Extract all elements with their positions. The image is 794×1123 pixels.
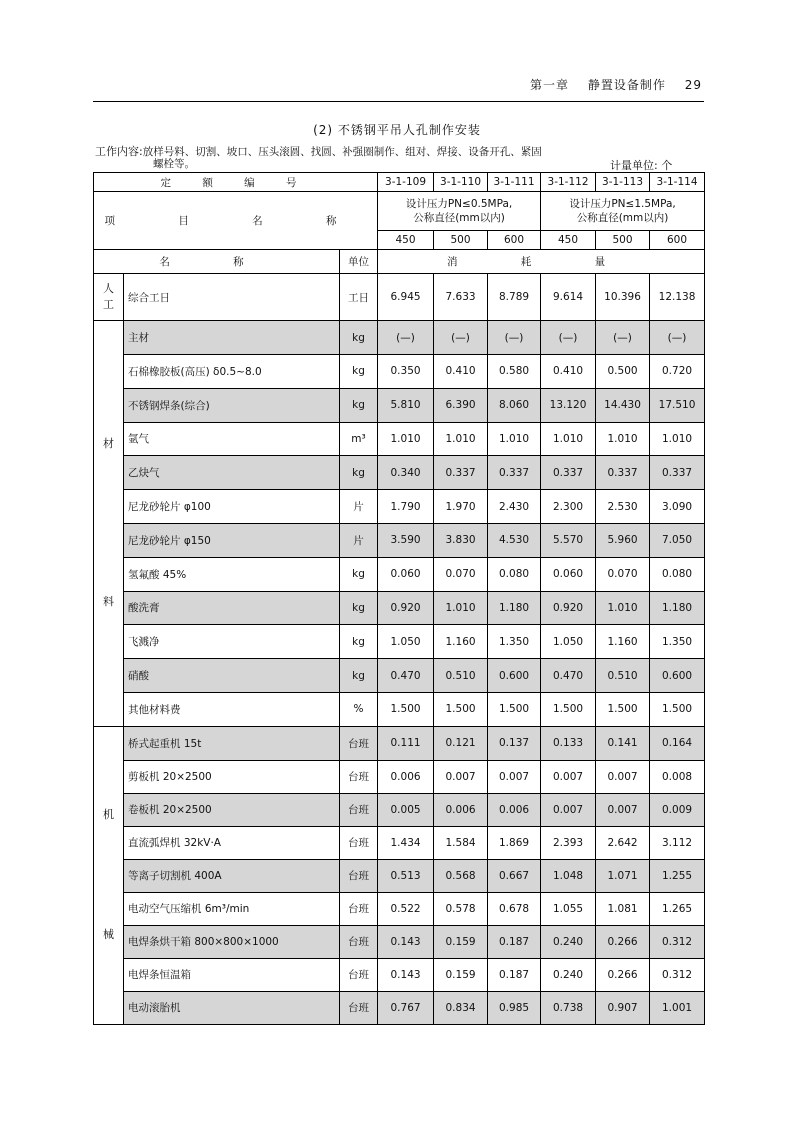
- value-cell: 5.810: [378, 388, 434, 422]
- value-cell: 0.008: [650, 760, 705, 793]
- value-cell: 0.340: [378, 456, 434, 490]
- value-cell: 0.600: [650, 659, 705, 693]
- item-unit: 片: [340, 490, 378, 524]
- value-cell: 8.060: [488, 388, 541, 422]
- value-cell: 2.530: [596, 490, 650, 524]
- material-row: [94, 456, 705, 490]
- value-cell: 0.007: [541, 760, 596, 793]
- value-cell: 0.337: [596, 456, 650, 490]
- value-cell: 0.006: [378, 760, 434, 793]
- item-name: 卷板机 20×2500: [124, 793, 340, 826]
- value-cell: 1.160: [434, 625, 488, 659]
- value-cell: 0.907: [596, 991, 650, 1024]
- pressure-group-1: 设计压力PN≤0.5MPa, 公称直径(mm以内): [378, 192, 541, 231]
- value-cell: 0.337: [488, 456, 541, 490]
- value-cell: 0.133: [541, 726, 596, 760]
- quota-number-label: 定 额 编 号: [94, 173, 378, 192]
- item-unit: 片: [340, 523, 378, 557]
- code-cell: 3-1-109: [378, 173, 434, 192]
- value-cell: 0.720: [650, 355, 705, 389]
- value-cell: 0.337: [650, 456, 705, 490]
- value-cell: 1.160: [596, 625, 650, 659]
- value-cell: 0.007: [596, 760, 650, 793]
- value-cell: 1.350: [650, 625, 705, 659]
- value-cell: 0.266: [596, 958, 650, 991]
- value-cell: 2.300: [541, 490, 596, 524]
- material-row: [94, 557, 705, 591]
- diameter-cell: 450: [541, 231, 596, 250]
- code-cell: 3-1-112: [541, 173, 596, 192]
- diameter-cell: 600: [650, 231, 705, 250]
- materials-side-label: 材 料: [94, 321, 124, 727]
- code-cell: 3-1-110: [434, 173, 488, 192]
- value-cell: 3.090: [650, 490, 705, 524]
- item-unit: kg: [340, 625, 378, 659]
- value-cell: 0.678: [488, 892, 541, 925]
- machine-row: [94, 925, 705, 958]
- material-row: [94, 321, 705, 355]
- value-cell: 7.050: [650, 523, 705, 557]
- value-cell: 0.738: [541, 991, 596, 1024]
- value-cell: 1.970: [434, 490, 488, 524]
- value-cell: 3.590: [378, 523, 434, 557]
- measure-unit: 计量单位: 个: [610, 159, 673, 172]
- material-row: [94, 355, 705, 389]
- machine-row: [94, 892, 705, 925]
- value-cell: 1.010: [541, 422, 596, 456]
- value-cell: 0.513: [378, 859, 434, 892]
- value-cell: 1.790: [378, 490, 434, 524]
- material-row: [94, 625, 705, 659]
- value-cell: 0.568: [434, 859, 488, 892]
- item-name: 酸洗膏: [124, 591, 340, 625]
- machines-side-label: 机 械: [94, 726, 124, 1024]
- item-unit: kg: [340, 388, 378, 422]
- value-cell: 1.434: [378, 826, 434, 859]
- value-cell: 0.522: [378, 892, 434, 925]
- value-cell: 1.255: [650, 859, 705, 892]
- diameter-cell: 500: [434, 231, 488, 250]
- value-cell: 0.470: [541, 659, 596, 693]
- value-cell: 0.137: [488, 726, 541, 760]
- material-row: [94, 490, 705, 524]
- value-cell: 0.080: [488, 557, 541, 591]
- consumption-label: 消 耗 量: [378, 250, 705, 274]
- value-cell: 3.830: [434, 523, 488, 557]
- value-cell: (—): [378, 321, 434, 355]
- item-unit: 台班: [340, 826, 378, 859]
- value-cell: 0.121: [434, 726, 488, 760]
- value-cell: 0.141: [596, 726, 650, 760]
- value-cell: 0.266: [596, 925, 650, 958]
- page-header: [516, 76, 702, 93]
- value-cell: 0.410: [434, 355, 488, 389]
- labor-unit: 工日: [340, 274, 378, 321]
- value-cell: 0.009: [650, 793, 705, 826]
- value-cell: 13.120: [541, 388, 596, 422]
- value-cell: 1.500: [488, 692, 541, 726]
- value-cell: 1.500: [596, 692, 650, 726]
- value-cell: 0.410: [541, 355, 596, 389]
- material-row: [94, 422, 705, 456]
- value-cell: 2.393: [541, 826, 596, 859]
- material-row: [94, 523, 705, 557]
- item-unit: kg: [340, 557, 378, 591]
- value-cell: 0.187: [488, 958, 541, 991]
- value-cell: 1.050: [378, 625, 434, 659]
- value-cell: 0.143: [378, 925, 434, 958]
- value-cell: 1.055: [541, 892, 596, 925]
- value-cell: 12.138: [650, 274, 705, 321]
- value-cell: 0.767: [378, 991, 434, 1024]
- value-cell: 0.337: [541, 456, 596, 490]
- page-title: (2) 不锈钢平吊人孔制作安装: [313, 123, 481, 137]
- value-cell: 6.945: [378, 274, 434, 321]
- machine-row: [94, 826, 705, 859]
- value-cell: 0.070: [596, 557, 650, 591]
- value-cell: 0.007: [434, 760, 488, 793]
- value-cell: (—): [488, 321, 541, 355]
- material-row: [94, 388, 705, 422]
- diameter-cell: 450: [378, 231, 434, 250]
- value-cell: 0.164: [650, 726, 705, 760]
- item-name: 尼龙砂轮片 φ100: [124, 490, 340, 524]
- value-cell: 0.070: [434, 557, 488, 591]
- work-content-text-2: 螺栓等。: [153, 158, 195, 170]
- value-cell: 1.010: [488, 422, 541, 456]
- value-cell: 0.920: [378, 591, 434, 625]
- value-cell: 1.010: [596, 591, 650, 625]
- item-name: 乙炔气: [124, 456, 340, 490]
- value-cell: 1.584: [434, 826, 488, 859]
- value-cell: 0.600: [488, 659, 541, 693]
- value-cell: 0.060: [378, 557, 434, 591]
- code-cell: 3-1-114: [650, 173, 705, 192]
- code-cell: 3-1-113: [596, 173, 650, 192]
- value-cell: 10.396: [596, 274, 650, 321]
- value-cell: 1.010: [378, 422, 434, 456]
- item-unit: 台班: [340, 892, 378, 925]
- item-unit: %: [340, 692, 378, 726]
- item-name: 电动滚胎机: [124, 991, 340, 1024]
- value-cell: 1.010: [650, 422, 705, 456]
- item-name: 氩气: [124, 422, 340, 456]
- item-name: 尼龙砂轮片 φ150: [124, 523, 340, 557]
- item-unit: kg: [340, 591, 378, 625]
- item-name: 剪板机 20×2500: [124, 760, 340, 793]
- material-row: [94, 659, 705, 693]
- chapter-label: 第一章: [530, 78, 570, 92]
- machine-row: [94, 760, 705, 793]
- value-cell: 0.500: [596, 355, 650, 389]
- value-cell: 1.500: [378, 692, 434, 726]
- value-cell: 1.071: [596, 859, 650, 892]
- value-cell: 0.580: [488, 355, 541, 389]
- name-label: 名 称: [94, 250, 340, 274]
- value-cell: 0.240: [541, 925, 596, 958]
- item-name-label: 项 目 名 称: [94, 192, 378, 250]
- value-cell: 1.010: [434, 422, 488, 456]
- value-cell: 1.869: [488, 826, 541, 859]
- item-unit: kg: [340, 659, 378, 693]
- item-name: 电动空气压缩机 6m³/min: [124, 892, 340, 925]
- quota-table: [93, 172, 705, 1025]
- value-cell: (—): [650, 321, 705, 355]
- value-cell: 0.920: [541, 591, 596, 625]
- item-name: 主材: [124, 321, 340, 355]
- value-cell: 2.642: [596, 826, 650, 859]
- value-cell: 1.081: [596, 892, 650, 925]
- value-cell: 0.159: [434, 925, 488, 958]
- value-cell: 1.048: [541, 859, 596, 892]
- value-cell: 0.510: [596, 659, 650, 693]
- value-cell: (—): [434, 321, 488, 355]
- item-name: 不锈钢焊条(综合): [124, 388, 340, 422]
- item-unit: 台班: [340, 925, 378, 958]
- value-cell: 0.007: [596, 793, 650, 826]
- work-content-label: 工作内容:: [95, 145, 143, 158]
- item-name: 直流弧焊机 32kV·A: [124, 826, 340, 859]
- value-cell: 8.789: [488, 274, 541, 321]
- value-cell: 14.430: [596, 388, 650, 422]
- value-cell: 1.180: [488, 591, 541, 625]
- machine-row: [94, 726, 705, 760]
- value-cell: 0.060: [541, 557, 596, 591]
- labor-row: [94, 274, 705, 321]
- value-cell: 1.500: [434, 692, 488, 726]
- item-unit: kg: [340, 456, 378, 490]
- section-label: 静置设备制作: [587, 78, 666, 92]
- value-cell: 1.010: [596, 422, 650, 456]
- header-rule: [93, 101, 704, 102]
- item-unit: m³: [340, 422, 378, 456]
- unit-col-label: 单位: [340, 250, 378, 274]
- diameter-cell: 500: [596, 231, 650, 250]
- value-cell: 0.350: [378, 355, 434, 389]
- code-cell: 3-1-111: [488, 173, 541, 192]
- item-name: 桥式起重机 15t: [124, 726, 340, 760]
- value-cell: 0.470: [378, 659, 434, 693]
- item-name: 电焊条烘干箱 800×800×1000: [124, 925, 340, 958]
- value-cell: 7.633: [434, 274, 488, 321]
- machine-row: [94, 991, 705, 1024]
- value-cell: 0.337: [434, 456, 488, 490]
- item-name: 飞溅净: [124, 625, 340, 659]
- value-cell: 1.050: [541, 625, 596, 659]
- pressure-group-2: 设计压力PN≤1.5MPa, 公称直径(mm以内): [541, 192, 705, 231]
- value-cell: 3.112: [650, 826, 705, 859]
- value-cell: 0.007: [488, 760, 541, 793]
- value-cell: 6.390: [434, 388, 488, 422]
- item-unit: 台班: [340, 726, 378, 760]
- value-cell: 1.180: [650, 591, 705, 625]
- value-cell: 0.985: [488, 991, 541, 1024]
- machine-row: [94, 793, 705, 826]
- value-cell: 0.667: [488, 859, 541, 892]
- value-cell: 0.080: [650, 557, 705, 591]
- value-cell: 0.005: [378, 793, 434, 826]
- labor-item-name: 综合工日: [124, 274, 340, 321]
- value-cell: 2.430: [488, 490, 541, 524]
- value-cell: 1.350: [488, 625, 541, 659]
- item-unit: 台班: [340, 991, 378, 1024]
- work-content: [95, 146, 655, 170]
- page-number: 29: [684, 78, 702, 92]
- item-name: 等离子切割机 400A: [124, 859, 340, 892]
- value-cell: 0.111: [378, 726, 434, 760]
- value-cell: 9.614: [541, 274, 596, 321]
- value-cell: 4.530: [488, 523, 541, 557]
- value-cell: 0.006: [434, 793, 488, 826]
- value-cell: 0.006: [488, 793, 541, 826]
- value-cell: 0.578: [434, 892, 488, 925]
- work-content-text-1: 放样号料、切割、坡口、压头滚圆、找圆、补强圈制作、组对、焊接、设备开孔、紧固: [142, 146, 542, 158]
- value-cell: 1.265: [650, 892, 705, 925]
- labor-side-label: 人 工: [94, 274, 124, 321]
- item-unit: kg: [340, 321, 378, 355]
- item-name: 其他材料费: [124, 692, 340, 726]
- value-cell: 1.001: [650, 991, 705, 1024]
- item-name: 氢氟酸 45%: [124, 557, 340, 591]
- material-row: [94, 692, 705, 726]
- value-cell: 1.500: [541, 692, 596, 726]
- value-cell: 0.510: [434, 659, 488, 693]
- value-cell: (—): [541, 321, 596, 355]
- value-cell: 0.007: [541, 793, 596, 826]
- value-cell: 0.159: [434, 958, 488, 991]
- value-cell: 5.570: [541, 523, 596, 557]
- item-unit: kg: [340, 355, 378, 389]
- value-cell: 1.500: [650, 692, 705, 726]
- value-cell: 5.960: [596, 523, 650, 557]
- diameter-cell: 600: [488, 231, 541, 250]
- item-name: 电焊条恒温箱: [124, 958, 340, 991]
- machine-row: [94, 958, 705, 991]
- value-cell: 1.010: [434, 591, 488, 625]
- value-cell: 17.510: [650, 388, 705, 422]
- value-cell: 0.143: [378, 958, 434, 991]
- value-cell: 0.312: [650, 958, 705, 991]
- value-cell: 0.187: [488, 925, 541, 958]
- item-name: 硝酸: [124, 659, 340, 693]
- item-unit: 台班: [340, 760, 378, 793]
- value-cell: 0.834: [434, 991, 488, 1024]
- item-unit: 台班: [340, 958, 378, 991]
- item-name: 石棉橡胶板(高压) δ0.5~8.0: [124, 355, 340, 389]
- value-cell: 0.312: [650, 925, 705, 958]
- item-unit: 台班: [340, 793, 378, 826]
- value-cell: 0.240: [541, 958, 596, 991]
- machine-row: [94, 859, 705, 892]
- item-unit: 台班: [340, 859, 378, 892]
- value-cell: (—): [596, 321, 650, 355]
- material-row: [94, 591, 705, 625]
